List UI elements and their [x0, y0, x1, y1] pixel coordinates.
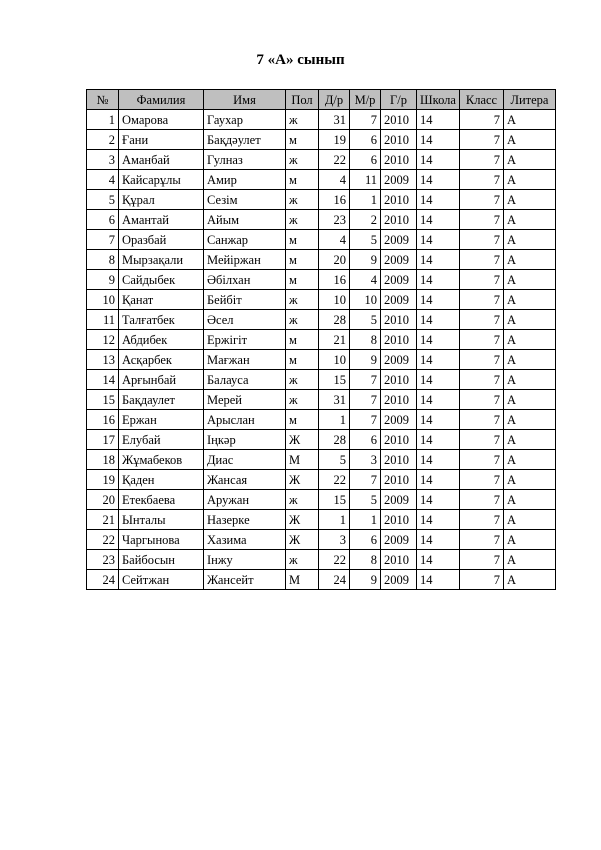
- cell-birth-month: 9: [350, 350, 381, 370]
- cell-name: Гулназ: [204, 150, 286, 170]
- cell-name: Диас: [204, 450, 286, 470]
- cell-birth-month: 3: [350, 450, 381, 470]
- cell-name: Сезім: [204, 190, 286, 210]
- cell-number: 3: [87, 150, 119, 170]
- cell-number: 24: [87, 570, 119, 590]
- cell-birth-year: 2009: [381, 350, 417, 370]
- cell-grade: 7: [460, 250, 504, 270]
- cell-letter: А: [504, 130, 556, 150]
- cell-name: Назерке: [204, 510, 286, 530]
- cell-name: Мерей: [204, 390, 286, 410]
- cell-number: 7: [87, 230, 119, 250]
- cell-birth-day: 31: [319, 110, 350, 130]
- cell-letter: А: [504, 210, 556, 230]
- cell-birth-month: 4: [350, 270, 381, 290]
- cell-birth-day: 10: [319, 350, 350, 370]
- cell-birth-day: 1: [319, 510, 350, 530]
- cell-number: 10: [87, 290, 119, 310]
- header-birth-day: Д/р: [319, 90, 350, 110]
- cell-birth-month: 1: [350, 190, 381, 210]
- cell-surname: Сейтжан: [119, 570, 204, 590]
- cell-birth-day: 23: [319, 210, 350, 230]
- cell-letter: А: [504, 570, 556, 590]
- cell-name: Гаухар: [204, 110, 286, 130]
- header-birth-month: М/р: [350, 90, 381, 110]
- cell-gender: ж: [286, 550, 319, 570]
- cell-school: 14: [417, 330, 460, 350]
- cell-gender: м: [286, 130, 319, 150]
- cell-gender: ж: [286, 190, 319, 210]
- table-row: [87, 470, 556, 490]
- cell-birth-month: 5: [350, 490, 381, 510]
- cell-gender: Ж: [286, 430, 319, 450]
- cell-number: 9: [87, 270, 119, 290]
- cell-gender: ж: [286, 290, 319, 310]
- cell-letter: А: [504, 110, 556, 130]
- cell-school: 14: [417, 110, 460, 130]
- cell-school: 14: [417, 290, 460, 310]
- cell-gender: м: [286, 270, 319, 290]
- cell-gender: м: [286, 330, 319, 350]
- cell-surname: Байбосын: [119, 550, 204, 570]
- cell-birth-month: 9: [350, 570, 381, 590]
- cell-grade: 7: [460, 490, 504, 510]
- cell-letter: А: [504, 250, 556, 270]
- cell-letter: А: [504, 170, 556, 190]
- cell-gender: м: [286, 170, 319, 190]
- cell-gender: Ж: [286, 510, 319, 530]
- cell-number: 16: [87, 410, 119, 430]
- cell-birth-month: 7: [350, 470, 381, 490]
- cell-name: Бейбіт: [204, 290, 286, 310]
- table-row: [87, 250, 556, 270]
- cell-letter: А: [504, 370, 556, 390]
- table-row: [87, 190, 556, 210]
- cell-name: Хазима: [204, 530, 286, 550]
- cell-birth-year: 2009: [381, 270, 417, 290]
- table-row: [87, 390, 556, 410]
- cell-grade: 7: [460, 330, 504, 350]
- cell-number: 18: [87, 450, 119, 470]
- cell-gender: м: [286, 350, 319, 370]
- cell-name: Балауса: [204, 370, 286, 390]
- cell-birth-year: 2010: [381, 330, 417, 350]
- class-roster-table: [86, 89, 556, 590]
- cell-grade: 7: [460, 450, 504, 470]
- cell-birth-month: 10: [350, 290, 381, 310]
- table-row: [87, 550, 556, 570]
- cell-birth-month: 8: [350, 550, 381, 570]
- cell-surname: Қаден: [119, 470, 204, 490]
- table-row: [87, 570, 556, 590]
- cell-name: Аружан: [204, 490, 286, 510]
- cell-number: 8: [87, 250, 119, 270]
- cell-birth-day: 16: [319, 270, 350, 290]
- cell-gender: м: [286, 250, 319, 270]
- cell-grade: 7: [460, 410, 504, 430]
- cell-surname: Ынталы: [119, 510, 204, 530]
- cell-birth-year: 2010: [381, 450, 417, 470]
- cell-school: 14: [417, 410, 460, 430]
- table-row: [87, 370, 556, 390]
- header-gender: Пол: [286, 90, 319, 110]
- cell-school: 14: [417, 550, 460, 570]
- cell-surname: Чаргынова: [119, 530, 204, 550]
- cell-surname: Етекбаева: [119, 490, 204, 510]
- table-row: [87, 230, 556, 250]
- cell-number: 12: [87, 330, 119, 350]
- table-body: [87, 110, 556, 590]
- cell-birth-year: 2010: [381, 470, 417, 490]
- cell-grade: 7: [460, 570, 504, 590]
- cell-name: Әбілхан: [204, 270, 286, 290]
- cell-surname: Кайсарұлы: [119, 170, 204, 190]
- cell-name: Іңкәр: [204, 430, 286, 450]
- cell-gender: Ж: [286, 470, 319, 490]
- cell-birth-month: 7: [350, 410, 381, 430]
- cell-letter: А: [504, 190, 556, 210]
- cell-birth-day: 21: [319, 330, 350, 350]
- cell-name: Ержігіт: [204, 330, 286, 350]
- cell-grade: 7: [460, 470, 504, 490]
- cell-letter: А: [504, 410, 556, 430]
- cell-birth-month: 5: [350, 230, 381, 250]
- cell-birth-year: 2010: [381, 510, 417, 530]
- cell-school: 14: [417, 430, 460, 450]
- cell-letter: А: [504, 450, 556, 470]
- cell-birth-year: 2009: [381, 230, 417, 250]
- table-row: [87, 510, 556, 530]
- cell-letter: А: [504, 230, 556, 250]
- cell-birth-year: 2010: [381, 550, 417, 570]
- cell-birth-year: 2010: [381, 310, 417, 330]
- cell-name: Жансая: [204, 470, 286, 490]
- cell-grade: 7: [460, 510, 504, 530]
- cell-name: Айым: [204, 210, 286, 230]
- cell-number: 22: [87, 530, 119, 550]
- cell-number: 4: [87, 170, 119, 190]
- cell-grade: 7: [460, 310, 504, 330]
- cell-birth-year: 2010: [381, 150, 417, 170]
- cell-surname: Сайдыбек: [119, 270, 204, 290]
- header-surname: Фамилия: [119, 90, 204, 110]
- cell-surname: Мырзақали: [119, 250, 204, 270]
- cell-surname: Ержан: [119, 410, 204, 430]
- cell-school: 14: [417, 210, 460, 230]
- cell-surname: Асқарбек: [119, 350, 204, 370]
- cell-birth-day: 22: [319, 550, 350, 570]
- cell-birth-day: 4: [319, 170, 350, 190]
- cell-name: Әсел: [204, 310, 286, 330]
- cell-name: Бақдәулет: [204, 130, 286, 150]
- page-title: 7 «А» сынып: [256, 52, 345, 68]
- cell-surname: Аманбай: [119, 150, 204, 170]
- cell-birth-day: 16: [319, 190, 350, 210]
- cell-grade: 7: [460, 530, 504, 550]
- cell-letter: А: [504, 390, 556, 410]
- cell-grade: 7: [460, 110, 504, 130]
- cell-birth-year: 2010: [381, 430, 417, 450]
- cell-birth-day: 22: [319, 470, 350, 490]
- cell-letter: А: [504, 350, 556, 370]
- cell-grade: 7: [460, 150, 504, 170]
- table-row: [87, 270, 556, 290]
- cell-birth-month: 9: [350, 250, 381, 270]
- cell-surname: Абдибек: [119, 330, 204, 350]
- cell-birth-month: 5: [350, 310, 381, 330]
- cell-school: 14: [417, 170, 460, 190]
- cell-surname: Бақдаулет: [119, 390, 204, 410]
- cell-name: Амир: [204, 170, 286, 190]
- table-row: [87, 430, 556, 450]
- cell-birth-day: 5: [319, 450, 350, 470]
- cell-letter: А: [504, 550, 556, 570]
- cell-grade: 7: [460, 350, 504, 370]
- cell-school: 14: [417, 390, 460, 410]
- cell-birth-month: 6: [350, 130, 381, 150]
- cell-school: 14: [417, 270, 460, 290]
- table-row: [87, 450, 556, 470]
- cell-number: 21: [87, 510, 119, 530]
- cell-birth-day: 4: [319, 230, 350, 250]
- cell-letter: А: [504, 270, 556, 290]
- table-row: [87, 410, 556, 430]
- cell-school: 14: [417, 250, 460, 270]
- cell-number: 1: [87, 110, 119, 130]
- cell-birth-day: 28: [319, 430, 350, 450]
- cell-name: Мағжан: [204, 350, 286, 370]
- cell-surname: Амантай: [119, 210, 204, 230]
- cell-birth-day: 3: [319, 530, 350, 550]
- cell-birth-year: 2009: [381, 490, 417, 510]
- cell-school: 14: [417, 370, 460, 390]
- cell-gender: ж: [286, 390, 319, 410]
- table-row: [87, 210, 556, 230]
- cell-grade: 7: [460, 550, 504, 570]
- cell-birth-year: 2010: [381, 370, 417, 390]
- cell-surname: Қанат: [119, 290, 204, 310]
- cell-grade: 7: [460, 290, 504, 310]
- cell-school: 14: [417, 350, 460, 370]
- cell-letter: А: [504, 490, 556, 510]
- cell-number: 23: [87, 550, 119, 570]
- cell-grade: 7: [460, 390, 504, 410]
- cell-grade: 7: [460, 210, 504, 230]
- cell-gender: М: [286, 570, 319, 590]
- header-name: Имя: [204, 90, 286, 110]
- cell-birth-year: 2009: [381, 170, 417, 190]
- cell-school: 14: [417, 230, 460, 250]
- cell-number: 17: [87, 430, 119, 450]
- header-grade: Класс: [460, 90, 504, 110]
- cell-gender: М: [286, 450, 319, 470]
- cell-birth-month: 1: [350, 510, 381, 530]
- cell-grade: 7: [460, 430, 504, 450]
- cell-name: Мейіржан: [204, 250, 286, 270]
- cell-birth-month: 7: [350, 370, 381, 390]
- cell-gender: ж: [286, 110, 319, 130]
- cell-school: 14: [417, 530, 460, 550]
- header-school: Школа: [417, 90, 460, 110]
- cell-birth-month: 7: [350, 390, 381, 410]
- cell-school: 14: [417, 190, 460, 210]
- cell-grade: 7: [460, 370, 504, 390]
- table-header-row: [87, 90, 556, 110]
- cell-gender: м: [286, 410, 319, 430]
- cell-birth-year: 2009: [381, 290, 417, 310]
- cell-birth-year: 2009: [381, 250, 417, 270]
- cell-number: 15: [87, 390, 119, 410]
- cell-gender: ж: [286, 490, 319, 510]
- cell-gender: ж: [286, 370, 319, 390]
- table-row: [87, 290, 556, 310]
- cell-birth-year: 2010: [381, 390, 417, 410]
- cell-birth-day: 19: [319, 130, 350, 150]
- cell-name: Інжу: [204, 550, 286, 570]
- cell-birth-year: 2010: [381, 210, 417, 230]
- cell-birth-day: 28: [319, 310, 350, 330]
- cell-birth-day: 24: [319, 570, 350, 590]
- cell-birth-month: 6: [350, 430, 381, 450]
- cell-surname: Талғатбек: [119, 310, 204, 330]
- cell-school: 14: [417, 310, 460, 330]
- cell-school: 14: [417, 510, 460, 530]
- cell-birth-day: 31: [319, 390, 350, 410]
- cell-letter: А: [504, 470, 556, 490]
- table-row: [87, 530, 556, 550]
- cell-surname: Ғани: [119, 130, 204, 150]
- cell-surname: Құрал: [119, 190, 204, 210]
- table-row: [87, 490, 556, 510]
- cell-grade: 7: [460, 230, 504, 250]
- cell-grade: 7: [460, 270, 504, 290]
- cell-birth-day: 22: [319, 150, 350, 170]
- table-row: [87, 350, 556, 370]
- cell-gender: ж: [286, 210, 319, 230]
- table-row: [87, 170, 556, 190]
- cell-surname: Арғынбай: [119, 370, 204, 390]
- cell-name: Арыслан: [204, 410, 286, 430]
- cell-letter: А: [504, 510, 556, 530]
- table-row: [87, 150, 556, 170]
- cell-school: 14: [417, 450, 460, 470]
- cell-birth-day: 15: [319, 370, 350, 390]
- cell-birth-day: 10: [319, 290, 350, 310]
- cell-grade: 7: [460, 130, 504, 150]
- cell-number: 20: [87, 490, 119, 510]
- cell-birth-day: 1: [319, 410, 350, 430]
- table-row: [87, 310, 556, 330]
- cell-birth-month: 2: [350, 210, 381, 230]
- cell-number: 5: [87, 190, 119, 210]
- cell-surname: Омарова: [119, 110, 204, 130]
- cell-letter: А: [504, 150, 556, 170]
- cell-school: 14: [417, 470, 460, 490]
- cell-gender: ж: [286, 310, 319, 330]
- cell-birth-year: 2010: [381, 190, 417, 210]
- cell-birth-month: 7: [350, 110, 381, 130]
- cell-school: 14: [417, 130, 460, 150]
- cell-birth-month: 6: [350, 150, 381, 170]
- cell-surname: Оразбай: [119, 230, 204, 250]
- cell-number: 13: [87, 350, 119, 370]
- cell-letter: А: [504, 530, 556, 550]
- cell-name: Жансейт: [204, 570, 286, 590]
- cell-school: 14: [417, 490, 460, 510]
- cell-gender: м: [286, 230, 319, 250]
- header-birth-year: Г/р: [381, 90, 417, 110]
- cell-birth-year: 2009: [381, 410, 417, 430]
- cell-surname: Жұмабеков: [119, 450, 204, 470]
- cell-school: 14: [417, 150, 460, 170]
- cell-birth-year: 2009: [381, 530, 417, 550]
- cell-letter: А: [504, 310, 556, 330]
- cell-birth-year: 2010: [381, 110, 417, 130]
- cell-birth-year: 2009: [381, 570, 417, 590]
- cell-birth-month: 8: [350, 330, 381, 350]
- cell-name: Санжар: [204, 230, 286, 250]
- cell-school: 14: [417, 570, 460, 590]
- cell-birth-month: 6: [350, 530, 381, 550]
- cell-number: 6: [87, 210, 119, 230]
- cell-letter: А: [504, 430, 556, 450]
- cell-letter: А: [504, 290, 556, 310]
- cell-gender: Ж: [286, 530, 319, 550]
- cell-birth-day: 20: [319, 250, 350, 270]
- cell-gender: ж: [286, 150, 319, 170]
- cell-number: 19: [87, 470, 119, 490]
- header-letter: Литера: [504, 90, 556, 110]
- header-number: №: [87, 90, 119, 110]
- cell-birth-year: 2010: [381, 130, 417, 150]
- table-row: [87, 330, 556, 350]
- cell-number: 2: [87, 130, 119, 150]
- cell-grade: 7: [460, 190, 504, 210]
- table-row: [87, 110, 556, 130]
- table-row: [87, 130, 556, 150]
- cell-letter: А: [504, 330, 556, 350]
- cell-birth-day: 15: [319, 490, 350, 510]
- cell-birth-month: 11: [350, 170, 381, 190]
- cell-grade: 7: [460, 170, 504, 190]
- cell-number: 14: [87, 370, 119, 390]
- cell-number: 11: [87, 310, 119, 330]
- cell-surname: Елубай: [119, 430, 204, 450]
